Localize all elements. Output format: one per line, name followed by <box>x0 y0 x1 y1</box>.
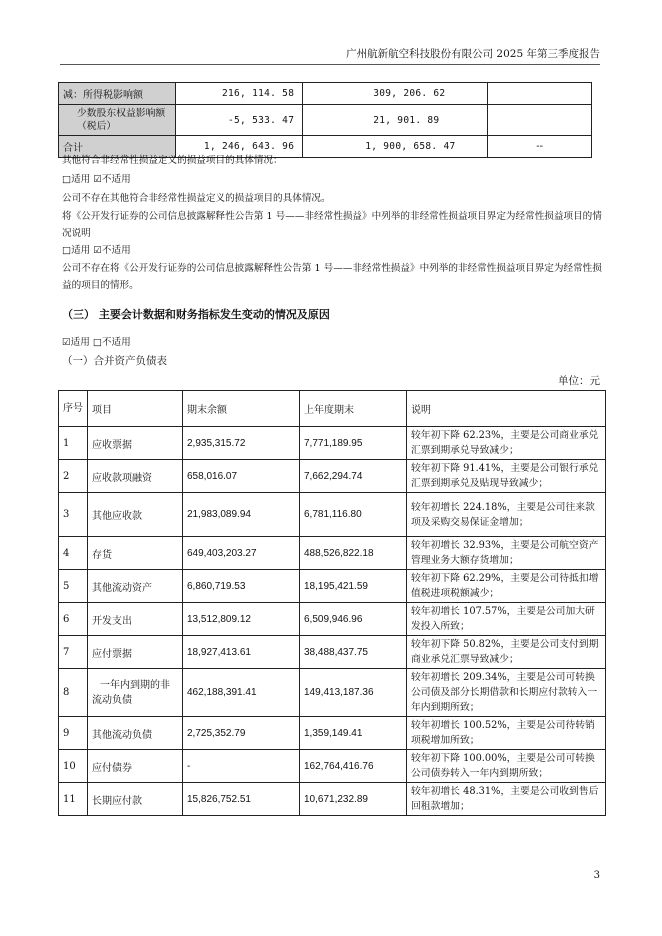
para-reclass-note: 将《公开发行证券的公司信息披露解释性公告第 1 号——非经常性损益》中列举的非经常性损益项目界定为经常性损益项目的情况说明 <box>62 211 602 239</box>
row-no: 5 <box>59 570 88 603</box>
row-label: 少数股东权益影响额（税后） <box>59 105 176 136</box>
note-value <box>488 105 592 136</box>
row-prev-balance: 1,359,149.41 <box>300 717 407 750</box>
para-no-other-items: 公司不存在其他符合非经常性损益定义的损益项目的具体情况。 <box>62 193 331 204</box>
table-row <box>59 783 606 816</box>
row-end-balance: 6,860,719.53 <box>183 570 300 603</box>
row-no: 6 <box>59 603 88 636</box>
row-end-balance: 2,725,352.79 <box>183 717 300 750</box>
col-header-no: 序号 <box>59 391 88 427</box>
row-prev-balance: 149,413,187.36 <box>300 669 407 717</box>
row-description: 较年初增长 32.93%，主要是公司航空资产管理业务大额存货增加； <box>407 537 606 570</box>
page-number: 3 <box>593 870 600 881</box>
note-value: -- <box>488 136 592 158</box>
row-prev-balance: 6,781,116.80 <box>300 493 407 537</box>
row-item: 开发支出 <box>88 603 183 636</box>
row-prev-balance: 6,509,946.96 <box>300 603 407 636</box>
row-description: 较年初下降 50.82%，主要是公司支付到期商业承兑汇票导致减少； <box>407 636 606 669</box>
table-row <box>59 537 606 570</box>
row-description: 较年初增长 209.34%，主要是公司可转换公司债及部分长期借款和长期应付款转入一年内到期所致； <box>407 669 606 717</box>
row-item: 一年内到期的非流动负债 <box>88 669 183 717</box>
row-item: 应收款项融资 <box>88 460 183 493</box>
row-description: 较年初下降 91.41%，主要是公司银行承兑汇票到期承兑及贴现导致减少； <box>407 460 606 493</box>
section-applicable: ☑适用 □不适用 <box>62 337 131 348</box>
applicable-checkbox: □适用 ☑不适用 <box>62 174 131 185</box>
row-label: 减：所得税影响额 <box>59 83 176 105</box>
row-item: 存货 <box>88 537 183 570</box>
row-description: 较年初增长 107.57%，主要是公司加大研发投入所致； <box>407 603 606 636</box>
row-end-balance: 649,403,203.27 <box>183 537 300 570</box>
row-prev-balance: 7,771,189.95 <box>300 427 407 460</box>
row-prev-balance: 18,195,421.59 <box>300 570 407 603</box>
row-label: 合计 <box>59 136 176 158</box>
table-row <box>59 717 606 750</box>
table-row <box>59 570 606 603</box>
col-header-desc: 说明 <box>407 391 606 427</box>
current-value: 1, 246, 643. 96 <box>175 136 303 158</box>
row-item: 其他应收款 <box>88 493 183 537</box>
row-description: 较年初增长 224.18%，主要是公司往来款项及采购交易保证金增加； <box>407 493 606 537</box>
row-no: 1 <box>59 427 88 460</box>
row-end-balance: 13,512,809.12 <box>183 603 300 636</box>
row-end-balance: 21,983,089.94 <box>183 493 300 537</box>
current-value: -5, 533. 47 <box>175 105 303 136</box>
row-item: 其他流动资产 <box>88 570 183 603</box>
table-row <box>59 493 606 537</box>
row-end-balance: 658,016.07 <box>183 460 300 493</box>
table-row <box>59 603 606 636</box>
table-row <box>59 669 606 717</box>
row-item: 其他流动负债 <box>88 717 183 750</box>
row-no: 8 <box>59 669 88 717</box>
ytd-value: 1, 900, 658. 47 <box>303 136 488 158</box>
row-prev-balance: 7,662,294.74 <box>300 460 407 493</box>
row-end-balance: - <box>183 750 300 783</box>
ytd-value: 21, 901. 89 <box>303 105 488 136</box>
table-row <box>59 83 592 105</box>
row-description: 较年初下降 62.23%，主要是公司商业承兑汇票到期承兑导致减少； <box>407 427 606 460</box>
col-header-item: 项目 <box>88 391 183 427</box>
para-no-reclass: 公司不存在将《公开发行证券的公司信息披露解释性公告第 1 号——非经常性损益》中列举的非经常性损益项目界定为经常性损益的项目的情形。 <box>62 263 602 291</box>
row-no: 7 <box>59 636 88 669</box>
page-header: 广州航新航空科技股份有限公司 2025 年第三季度报告 <box>60 46 600 65</box>
row-item: 应付票据 <box>88 636 183 669</box>
col-header-prev: 上年度期末 <box>300 391 407 427</box>
note-value <box>488 83 592 105</box>
row-item: 应收票据 <box>88 427 183 460</box>
row-end-balance: 18,927,413.61 <box>183 636 300 669</box>
section-title: （三） 主要会计数据和财务指标发生变动的情况及原因 <box>62 308 330 321</box>
row-no: 4 <box>59 537 88 570</box>
ytd-value: 309, 206. 62 <box>303 83 488 105</box>
table-row <box>59 750 606 783</box>
col-header-end: 期末余额 <box>183 391 300 427</box>
row-no: 3 <box>59 493 88 537</box>
row-prev-balance: 38,488,437.75 <box>300 636 407 669</box>
row-no: 2 <box>59 460 88 493</box>
row-no: 9 <box>59 717 88 750</box>
table-subtitle: （一）合并资产负债表 <box>62 355 167 367</box>
row-no: 10 <box>59 750 88 783</box>
row-description: 较年初下降 100.00%，主要是公司可转换公司债券转入一年内到期所致； <box>407 750 606 783</box>
para-other-items: 其他符合非经常性损益定义的损益项目的具体情况： <box>62 155 283 166</box>
table-row <box>59 427 606 460</box>
table-header-row <box>59 391 606 427</box>
nonrecurring-table <box>58 82 592 158</box>
applicable-checkbox-2: □适用 ☑不适用 <box>62 245 131 256</box>
current-value: 216, 114. 58 <box>175 83 303 105</box>
table-row <box>59 460 606 493</box>
row-item: 应付债券 <box>88 750 183 783</box>
row-end-balance: 15,826,752.51 <box>183 783 300 816</box>
unit-label: 单位：元 <box>558 375 600 387</box>
row-prev-balance: 162,764,416.76 <box>300 750 407 783</box>
row-description: 较年初增长 48.31%，主要是公司收到售后回租款增加； <box>407 783 606 816</box>
table-row <box>59 105 592 136</box>
row-no: 11 <box>59 783 88 816</box>
row-end-balance: 2,935,315.72 <box>183 427 300 460</box>
balance-sheet-table <box>58 390 606 816</box>
table-row <box>59 636 606 669</box>
row-item: 长期应付款 <box>88 783 183 816</box>
row-prev-balance: 10,671,232.89 <box>300 783 407 816</box>
row-description: 较年初增长 100.52%，主要是公司待转销项税增加所致； <box>407 717 606 750</box>
row-prev-balance: 488,526,822.18 <box>300 537 407 570</box>
row-description: 较年初下降 62.29%，主要是公司待抵扣增值税进项税额减少； <box>407 570 606 603</box>
row-end-balance: 462,188,391.41 <box>183 669 300 717</box>
